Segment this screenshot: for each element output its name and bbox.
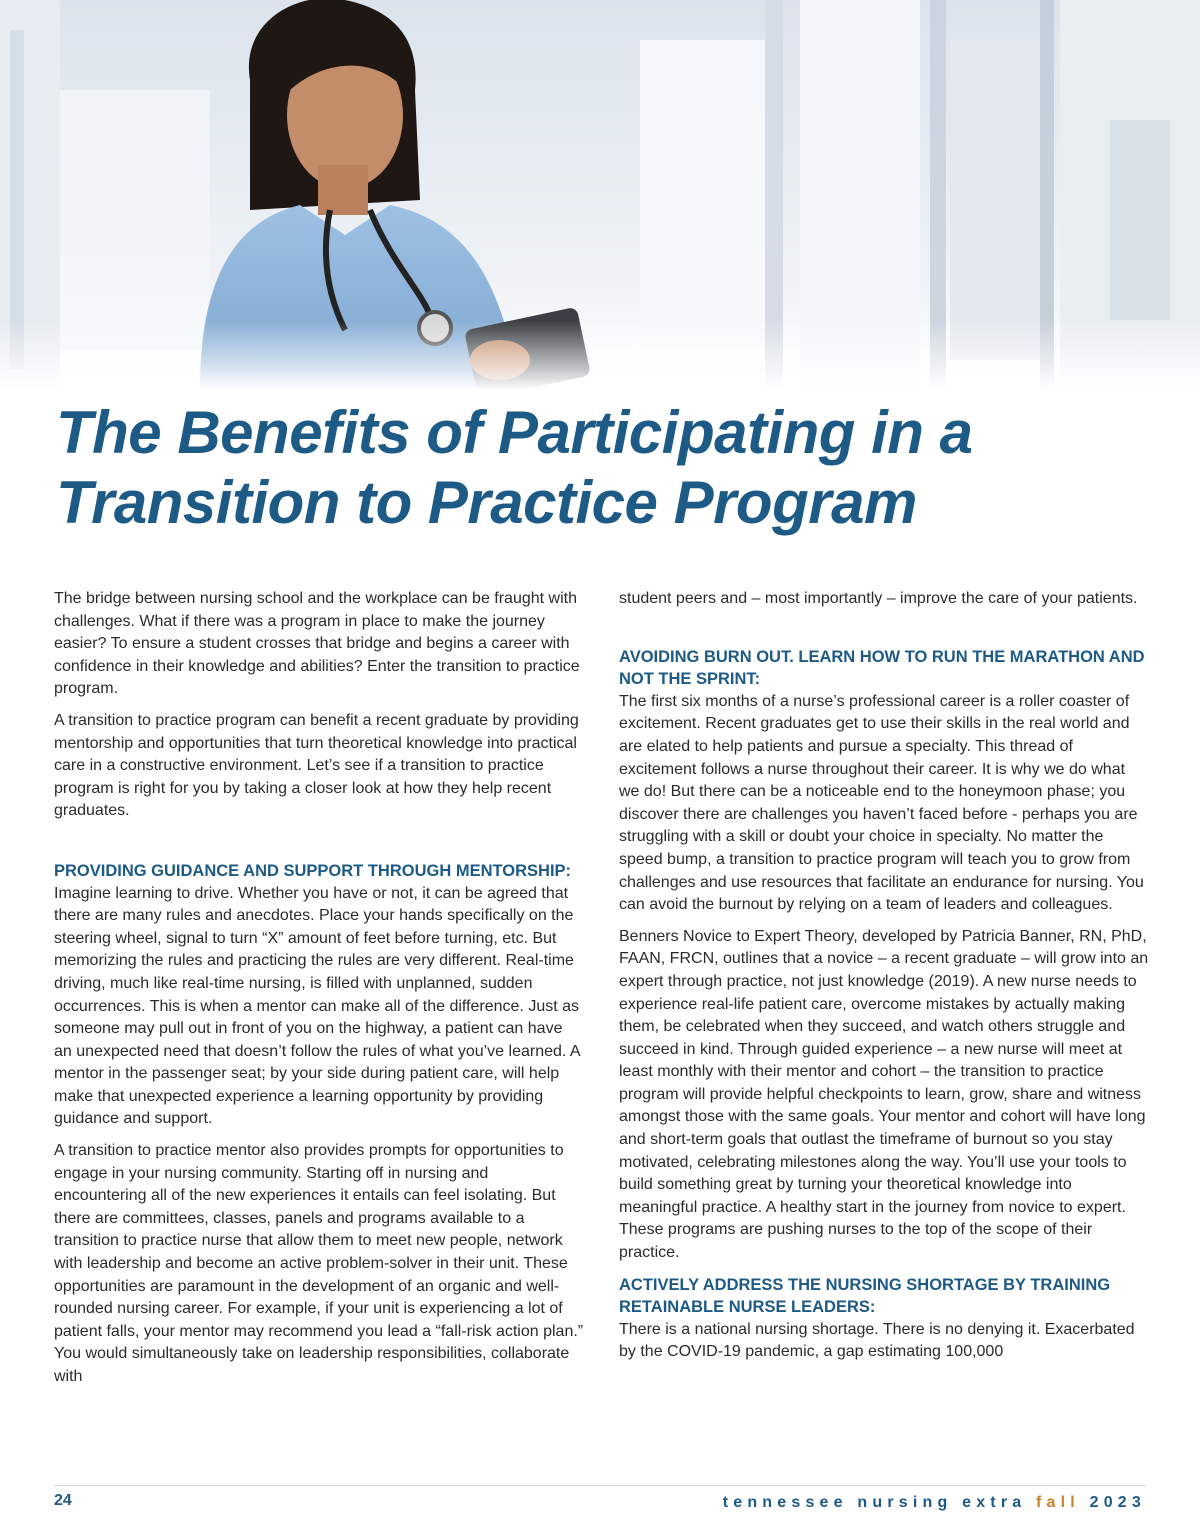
magazine-title: tennessee nursing extra (722, 1494, 1027, 1511)
section-heading-mentorship: PROVIDING GUIDANCE AND SUPPORT THROUGH MENTORSHIP: (54, 861, 572, 880)
continued-paragraph: student peers and – most importantly – improve the care of your patients. (619, 590, 1138, 607)
benefit-paragraph: A transition to practice program can benefit a recent graduate by providing mentorship and opportunities that turn theoretical knowledge into practical care in a constructive environment. Let’s see if a transition to practice program is right for you by taking a closer look at how they help recent graduates. (54, 711, 579, 820)
burnout-paragraph: The first six months of a nurse’s professional career is a roller coaster of excitement. Recent graduates get to use their skills in the real world and are elated to help patients and pursue a specialty. This thread of excitement follows a nurse throughout their career. It is why we do what we do! But there can be a noticeable end to the honeymoon phase; you discover there are challenges you haven’t faced before - perhaps you are struggling with a skill or doubt your choice in specialty. No matter the speed bump, a transition to practice program will teach you to grow from challenges and use resources that facilitate an endurance for nursing. You can avoid the burnout by relying on a team of leaders and colleagues. (619, 692, 1144, 914)
section-heading-burnout: AVOIDING BURN OUT. LEARN HOW TO RUN THE MARATHON AND NOT THE SPRINT: (619, 647, 1145, 689)
page-number: 24 (54, 1492, 72, 1509)
community-paragraph: A transition to practice mentor also provides prompts for opportunities to engage in your nursing community. Starting off in nursing and encountering all of the new experiences it entails can feel isolating. But there are committees, classes, panels and programs available to a transition to practice nurse that allow them to meet new people, network with leadership and become an active problem-solver in their unit. These opportunities are paramount in the development of an organic and well-rounded nursing career. For example, if your unit is experiencing a lot of patient falls, your mentor may recommend you lead a “fall-risk action plan.” You would simultaneously take on leadership responsibilities, collaborate with (54, 1142, 584, 1385)
left-column (54, 588, 584, 1398)
section-heading-shortage: ACTIVELY ADDRESS THE NURSING SHORTAGE BY TRAINING RETAINABLE NURSE LEADERS: (619, 1275, 1111, 1317)
right-column (619, 588, 1149, 1373)
article-title (56, 398, 1156, 538)
driving-paragraph: Imagine learning to drive. Whether you have or not, it can be agreed that there are many rules and anecdotes. Place your hands specifically on the steering wheel, signal to turn “X” amount of feet before turning, etc. But memorizing the rules and practicing the rules are very different. Real-time driving, much like real-time nursing, is filled with unplanned, sudden occurrences. This is when a mentor can make all of the difference. Just as someone may pull out in front of you on the highway, a patient can have an unexpected need that doesn’t follow the rules of what you’ve learned. A mentor in the passenger seat; by your side during patient care, will help make that unexpected experience a learning opportunity by providing guidance and support. (54, 884, 580, 1128)
title-line-2: Transition to Practice Program (56, 469, 917, 536)
footer-divider (54, 1485, 1146, 1486)
title-line-1: The Benefits of Participating in a (56, 399, 973, 466)
magazine-name (723, 1494, 1146, 1512)
benner-paragraph: Benners Novice to Expert Theory, developed by Patricia Banner, RN, PhD, FAAN, FRCN, outlines that a novice – a recent graduate – will grow into an expert through practice, not just knowledge (2019). A new nurse needs to experience real-life patient care, overcome mistakes by actually making them, be celebrated when they succeed, and watch others struggle and succeed in kind. Through guided experience – a new nurse will meet at least monthly with their mentor and cohort – the transition to practice program will provide helpful checkpoints to learn, grow, share and witness amongst those with the same goals. Your mentor and cohort will have long and short-term goals that outlast the timeframe of burnout so you stay motivated, celebrating milestones along the way. You’ll use your tools to build something great by turning your theoretical knowledge into meaningful practice. A healthy start in the journey from novice to expert. These programs are pushing nurses to the top of the scope of their practice. (619, 927, 1149, 1262)
magazine-year: 2023 (1089, 1494, 1146, 1511)
hero-photo (0, 0, 1200, 390)
magazine-season: fall (1036, 1494, 1080, 1511)
intro-paragraph: The bridge between nursing school and the workplace can be fraught with challenges. What if there was a program in place to make the journey easier? To ensure a student crosses that bridge and begins a career with confidence in their knowledge and abilities? Enter the transition to practice program. (54, 590, 580, 698)
shortage-paragraph: There is a national nursing shortage. There is no denying it. Exacerbated by the COVID-19 pandemic, a gap estimating 100,000 (619, 1320, 1135, 1361)
